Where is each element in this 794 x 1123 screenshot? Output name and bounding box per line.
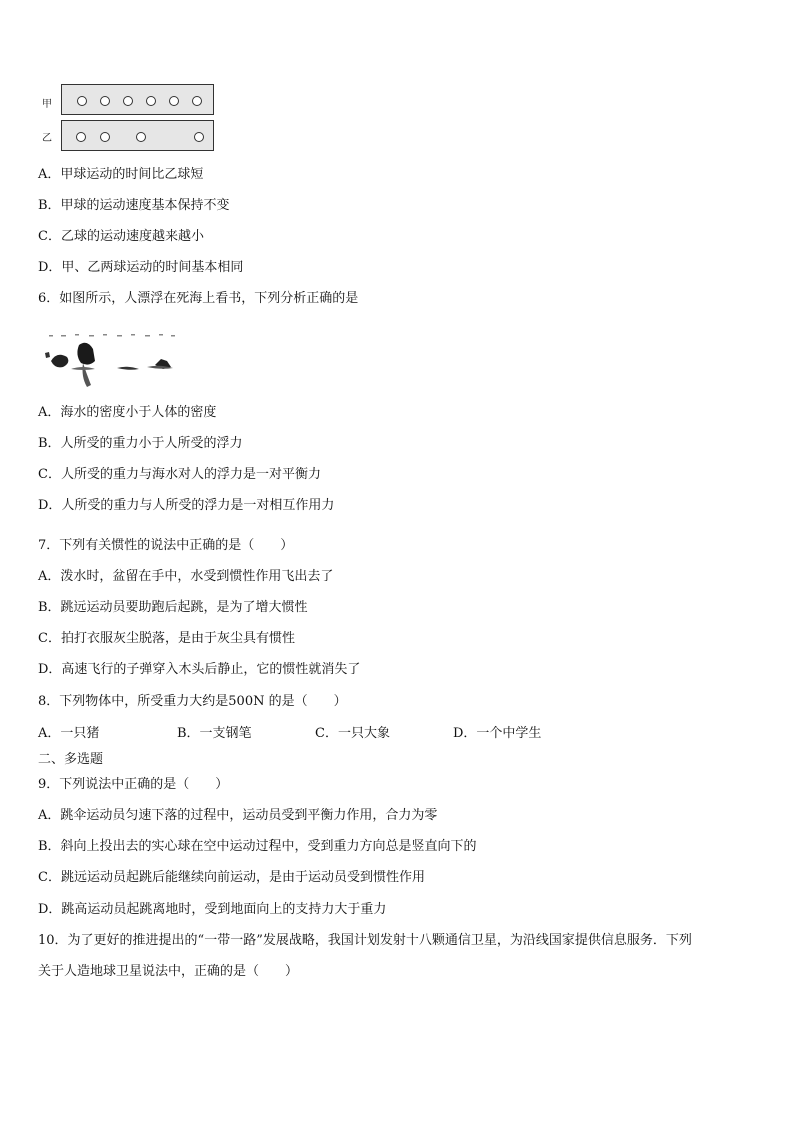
q8-option-b: B．一支钢笔 bbox=[177, 726, 252, 741]
ball bbox=[194, 132, 204, 142]
q7-stem: 7．下列有关惯性的说法中正确的是（ ） bbox=[38, 538, 294, 553]
ball bbox=[100, 132, 110, 142]
q10-stem-line1: 10．为了更好的推进提出的“一带一路”发展战略，我国计划发射十八颗通信卫星，为沿线国家提供信息服务．下列 bbox=[38, 933, 692, 948]
ball bbox=[169, 96, 179, 106]
dead-sea-photo bbox=[43, 331, 183, 391]
q8-option-d: D．一个中学生 bbox=[453, 726, 542, 741]
q9-stem: 9．下列说法中正确的是（ ） bbox=[38, 777, 229, 792]
q9-option-a: A．跳伞运动员匀速下落的过程中，运动员受到平衡力作用，合力为零 bbox=[38, 808, 438, 823]
ball-strip-yi bbox=[61, 120, 214, 151]
q6-stem: 6．如图所示，人漂浮在死海上看书，下列分析正确的是 bbox=[38, 291, 359, 306]
strip-label-jia: 甲 bbox=[42, 99, 52, 110]
q6-option-d: D．人所受的重力与人所受的浮力是一对相互作用力 bbox=[38, 498, 335, 513]
q9-option-b: B．斜向上投出去的实心球在空中运动过程中，受到重力方向总是竖直向下的 bbox=[38, 839, 477, 854]
q10-stem-line2: 关于人造地球卫星说法中，正确的是（ ） bbox=[38, 964, 299, 979]
ball bbox=[136, 132, 146, 142]
ball bbox=[100, 96, 110, 106]
ball bbox=[192, 96, 202, 106]
q5-option-a: A．甲球运动的时间比乙球短 bbox=[38, 167, 204, 182]
ball bbox=[123, 96, 133, 106]
q6-option-b: B．人所受的重力小于人所受的浮力 bbox=[38, 436, 243, 451]
q8-stem: 8．下列物体中，所受重力大约是500N 的是（ ） bbox=[38, 694, 347, 709]
q8-option-a: A．一只猪 bbox=[38, 726, 100, 741]
q5-option-b: B．甲球的运动速度基本保持不变 bbox=[38, 198, 230, 213]
q8-option-c: C．一只大象 bbox=[315, 726, 390, 741]
q7-option-b: B．跳远运动员要助跑后起跳，是为了增大惯性 bbox=[38, 600, 308, 615]
q5-option-d: D．甲、乙两球运动的时间基本相同 bbox=[38, 260, 244, 275]
ball bbox=[146, 96, 156, 106]
ball bbox=[77, 96, 87, 106]
section-heading-multi-choice: 二、多选题 bbox=[38, 752, 104, 767]
q6-option-c: C．人所受的重力与海水对人的浮力是一对平衡力 bbox=[38, 467, 321, 482]
ball bbox=[76, 132, 86, 142]
q9-option-c: C．跳远运动员起跳后能继续向前运动，是由于运动员受到惯性作用 bbox=[38, 870, 425, 885]
q7-option-c: C．拍打衣服灰尘脱落，是由于灰尘具有惯性 bbox=[38, 631, 295, 646]
q7-option-d: D．高速飞行的子弹穿入木头后静止，它的惯性就消失了 bbox=[38, 662, 361, 677]
strip-label-yi: 乙 bbox=[42, 133, 52, 144]
q7-option-a: A．泼水时，盆留在手中，水受到惯性作用飞出去了 bbox=[38, 569, 334, 584]
ball-strip-jia bbox=[61, 84, 214, 115]
q5-option-c: C．乙球的运动速度越来越小 bbox=[38, 229, 204, 244]
q9-option-d: D．跳高运动员起跳离地时，受到地面向上的支持力大于重力 bbox=[38, 902, 387, 917]
q6-option-a: A．海水的密度小于人体的密度 bbox=[38, 405, 217, 420]
